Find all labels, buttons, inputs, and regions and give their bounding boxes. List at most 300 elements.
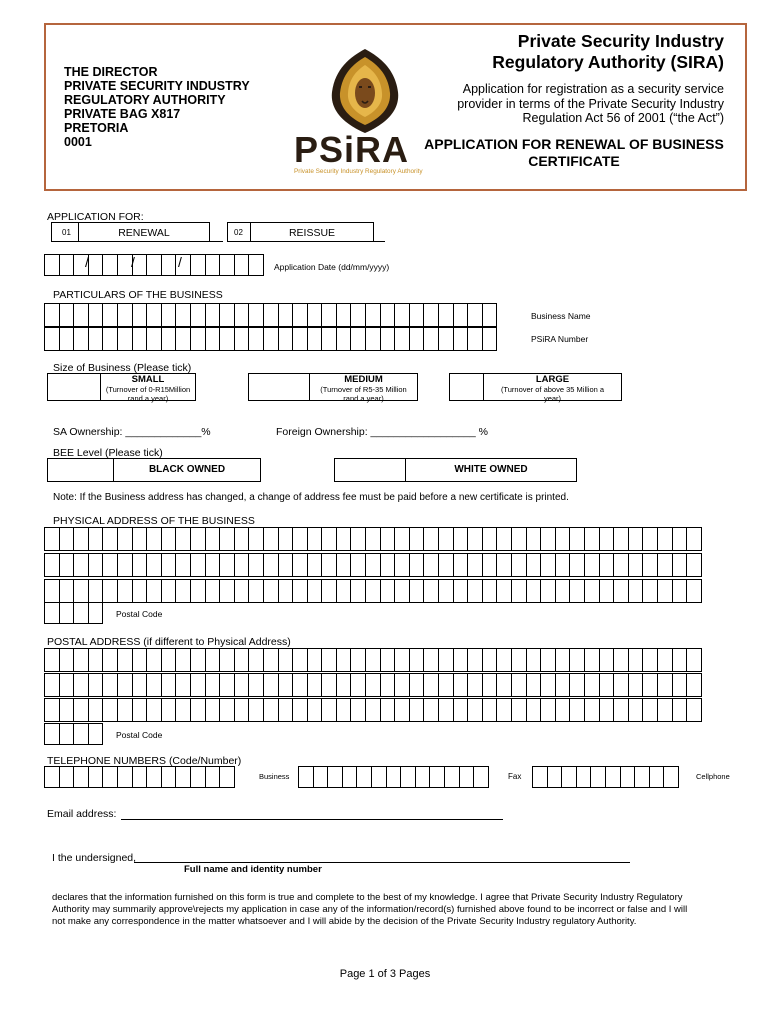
grid-cell[interactable]	[88, 602, 104, 624]
grid-cell[interactable]	[336, 698, 352, 722]
grid-cell[interactable]	[423, 648, 439, 672]
grid-cell[interactable]	[482, 673, 498, 697]
grid-cell[interactable]	[438, 673, 454, 697]
grid-cell[interactable]	[599, 527, 615, 551]
grid-cell[interactable]	[657, 553, 673, 577]
grid-cell[interactable]	[263, 579, 279, 603]
grid-cell[interactable]	[190, 527, 206, 551]
grid-cell[interactable]	[394, 527, 410, 551]
grid-cell[interactable]	[190, 766, 206, 788]
grid-cell[interactable]	[73, 303, 89, 327]
grid-cell[interactable]	[561, 766, 577, 788]
grid-cell[interactable]	[380, 303, 396, 327]
grid-cell[interactable]	[453, 579, 469, 603]
grid-cell[interactable]	[672, 648, 688, 672]
grid-cell[interactable]	[336, 648, 352, 672]
grid-cell[interactable]	[132, 303, 148, 327]
grid-cell[interactable]	[453, 698, 469, 722]
grid-cell[interactable]	[657, 648, 673, 672]
grid-cell[interactable]	[292, 698, 308, 722]
grid-cell[interactable]	[190, 698, 206, 722]
grid-cell[interactable]	[205, 527, 221, 551]
grid-cell[interactable]	[453, 327, 469, 351]
physical-address-row[interactable]	[44, 579, 701, 603]
grid-cell[interactable]	[146, 648, 162, 672]
grid-cell[interactable]	[628, 527, 644, 551]
grid-cell[interactable]	[146, 254, 162, 276]
grid-cell[interactable]	[190, 648, 206, 672]
grid-cell[interactable]	[59, 303, 75, 327]
grid-cell[interactable]	[102, 648, 118, 672]
grid-cell[interactable]	[584, 673, 600, 697]
grid-cell[interactable]	[365, 698, 381, 722]
grid-cell[interactable]	[234, 254, 250, 276]
grid-cell[interactable]	[278, 553, 294, 577]
grid-cell[interactable]	[380, 579, 396, 603]
grid-cell[interactable]	[59, 254, 75, 276]
grid-cell[interactable]	[613, 527, 629, 551]
grid-cell[interactable]	[44, 579, 60, 603]
grid-cell[interactable]	[394, 327, 410, 351]
grid-cell[interactable]	[102, 698, 118, 722]
grid-cell[interactable]	[569, 527, 585, 551]
grid-cell[interactable]	[613, 553, 629, 577]
grid-cell[interactable]	[219, 254, 235, 276]
grid-cell[interactable]	[438, 579, 454, 603]
grid-cell[interactable]	[146, 673, 162, 697]
grid-cell[interactable]	[292, 579, 308, 603]
grid-cell[interactable]	[321, 648, 337, 672]
medium-tick-box[interactable]	[248, 373, 310, 401]
grid-cell[interactable]	[292, 303, 308, 327]
grid-cell[interactable]	[628, 673, 644, 697]
grid-cell[interactable]	[672, 527, 688, 551]
grid-cell[interactable]	[161, 766, 177, 788]
grid-cell[interactable]	[190, 553, 206, 577]
grid-cell[interactable]	[248, 648, 264, 672]
grid-cell[interactable]	[555, 553, 571, 577]
grid-cell[interactable]	[613, 698, 629, 722]
grid-cell[interactable]	[526, 673, 542, 697]
grid-cell[interactable]	[59, 723, 75, 745]
grid-cell[interactable]	[423, 673, 439, 697]
grid-cell[interactable]	[555, 527, 571, 551]
grid-cell[interactable]	[88, 766, 104, 788]
grid-cell[interactable]	[365, 527, 381, 551]
grid-cell[interactable]	[613, 579, 629, 603]
grid-cell[interactable]	[117, 579, 133, 603]
grid-cell[interactable]	[356, 766, 372, 788]
grid-cell[interactable]	[234, 648, 250, 672]
grid-cell[interactable]	[234, 673, 250, 697]
small-tick-box[interactable]	[47, 373, 101, 401]
grid-cell[interactable]	[409, 698, 425, 722]
grid-cell[interactable]	[161, 527, 177, 551]
grid-cell[interactable]	[438, 303, 454, 327]
grid-cell[interactable]	[350, 527, 366, 551]
grid-cell[interactable]	[467, 327, 483, 351]
grid-cell[interactable]	[248, 527, 264, 551]
grid-cell[interactable]	[175, 303, 191, 327]
grid-cell[interactable]	[584, 527, 600, 551]
grid-cell[interactable]	[102, 327, 118, 351]
physical-address-row[interactable]	[44, 553, 701, 577]
grid-cell[interactable]	[613, 648, 629, 672]
grid-cell[interactable]	[459, 766, 475, 788]
grid-cell[interactable]	[146, 303, 162, 327]
grid-cell[interactable]	[161, 579, 177, 603]
grid-cell[interactable]	[117, 648, 133, 672]
grid-cell[interactable]	[73, 327, 89, 351]
grid-cell[interactable]	[205, 254, 221, 276]
grid-cell[interactable]	[350, 648, 366, 672]
grid-cell[interactable]	[365, 579, 381, 603]
grid-cell[interactable]	[44, 254, 60, 276]
grid-cell[interactable]	[88, 553, 104, 577]
grid-cell[interactable]	[590, 766, 606, 788]
postal-address-row[interactable]	[44, 673, 701, 697]
grid-cell[interactable]	[540, 579, 556, 603]
grid-cell[interactable]	[394, 553, 410, 577]
grid-cell[interactable]	[263, 527, 279, 551]
grid-cell[interactable]	[307, 673, 323, 697]
grid-cell[interactable]	[371, 766, 387, 788]
grid-cell[interactable]	[482, 648, 498, 672]
grid-cell[interactable]	[88, 254, 104, 276]
business-name-grid[interactable]	[44, 303, 496, 327]
grid-cell[interactable]	[453, 553, 469, 577]
grid-cell[interactable]	[88, 698, 104, 722]
grid-cell[interactable]	[409, 579, 425, 603]
grid-cell[interactable]	[686, 527, 702, 551]
grid-cell[interactable]	[292, 527, 308, 551]
grid-cell[interactable]	[686, 673, 702, 697]
grid-cell[interactable]	[453, 648, 469, 672]
grid-cell[interactable]	[423, 553, 439, 577]
grid-cell[interactable]	[394, 698, 410, 722]
grid-cell[interactable]	[423, 303, 439, 327]
grid-cell[interactable]	[298, 766, 314, 788]
grid-cell[interactable]	[467, 698, 483, 722]
grid-cell[interactable]	[342, 766, 358, 788]
grid-cell[interactable]	[496, 698, 512, 722]
grid-cell[interactable]	[278, 673, 294, 697]
grid-cell[interactable]	[102, 527, 118, 551]
application-date-grid[interactable]	[44, 254, 263, 276]
grid-cell[interactable]	[394, 579, 410, 603]
grid-cell[interactable]	[59, 327, 75, 351]
grid-cell[interactable]	[248, 673, 264, 697]
grid-cell[interactable]	[88, 527, 104, 551]
grid-cell[interactable]	[44, 327, 60, 351]
fax-grid[interactable]	[298, 766, 488, 788]
grid-cell[interactable]	[175, 553, 191, 577]
grid-cell[interactable]	[438, 527, 454, 551]
grid-cell[interactable]	[686, 553, 702, 577]
grid-cell[interactable]	[132, 648, 148, 672]
grid-cell[interactable]	[350, 698, 366, 722]
grid-cell[interactable]	[628, 698, 644, 722]
grid-cell[interactable]	[88, 579, 104, 603]
grid-cell[interactable]	[526, 527, 542, 551]
large-size-option[interactable]	[483, 373, 622, 401]
grid-cell[interactable]	[59, 698, 75, 722]
grid-cell[interactable]	[511, 553, 527, 577]
grid-cell[interactable]	[161, 648, 177, 672]
grid-cell[interactable]	[73, 648, 89, 672]
grid-cell[interactable]	[511, 698, 527, 722]
grid-cell[interactable]	[569, 698, 585, 722]
grid-cell[interactable]	[496, 673, 512, 697]
grid-cell[interactable]	[102, 673, 118, 697]
grid-cell[interactable]	[219, 698, 235, 722]
grid-cell[interactable]	[73, 579, 89, 603]
business-phone-grid[interactable]	[44, 766, 234, 788]
grid-cell[interactable]	[496, 648, 512, 672]
grid-cell[interactable]	[175, 579, 191, 603]
grid-cell[interactable]	[248, 303, 264, 327]
grid-cell[interactable]	[620, 766, 636, 788]
grid-cell[interactable]	[321, 579, 337, 603]
grid-cell[interactable]	[394, 648, 410, 672]
grid-cell[interactable]	[321, 673, 337, 697]
grid-cell[interactable]	[73, 698, 89, 722]
grid-cell[interactable]	[146, 766, 162, 788]
grid-cell[interactable]	[146, 527, 162, 551]
grid-cell[interactable]	[482, 698, 498, 722]
grid-cell[interactable]	[117, 673, 133, 697]
grid-cell[interactable]	[423, 527, 439, 551]
grid-cell[interactable]	[380, 673, 396, 697]
grid-cell[interactable]	[438, 553, 454, 577]
grid-cell[interactable]	[59, 648, 75, 672]
grid-cell[interactable]	[292, 648, 308, 672]
grid-cell[interactable]	[278, 648, 294, 672]
grid-cell[interactable]	[336, 327, 352, 351]
grid-cell[interactable]	[663, 766, 679, 788]
grid-cell[interactable]	[248, 327, 264, 351]
grid-cell[interactable]	[511, 527, 527, 551]
grid-cell[interactable]	[423, 327, 439, 351]
grid-cell[interactable]	[327, 766, 343, 788]
grid-cell[interactable]	[605, 766, 621, 788]
grid-cell[interactable]	[248, 698, 264, 722]
grid-cell[interactable]	[146, 553, 162, 577]
grid-cell[interactable]	[365, 553, 381, 577]
grid-cell[interactable]	[321, 698, 337, 722]
grid-cell[interactable]	[292, 553, 308, 577]
grid-cell[interactable]	[205, 673, 221, 697]
grid-cell[interactable]	[576, 766, 592, 788]
grid-cell[interactable]	[219, 673, 235, 697]
grid-cell[interactable]	[59, 527, 75, 551]
grid-cell[interactable]	[205, 648, 221, 672]
grid-cell[interactable]	[175, 527, 191, 551]
grid-cell[interactable]	[161, 673, 177, 697]
grid-cell[interactable]	[350, 553, 366, 577]
grid-cell[interactable]	[59, 766, 75, 788]
grid-cell[interactable]	[190, 579, 206, 603]
grid-cell[interactable]	[132, 673, 148, 697]
grid-cell[interactable]	[380, 527, 396, 551]
grid-cell[interactable]	[415, 766, 431, 788]
grid-cell[interactable]	[482, 527, 498, 551]
grid-cell[interactable]	[473, 766, 489, 788]
grid-cell[interactable]	[394, 303, 410, 327]
renewal-option[interactable]: RENEWAL	[78, 222, 210, 242]
grid-cell[interactable]	[205, 766, 221, 788]
grid-cell[interactable]	[263, 648, 279, 672]
grid-cell[interactable]	[132, 553, 148, 577]
grid-cell[interactable]	[278, 579, 294, 603]
grid-cell[interactable]	[409, 527, 425, 551]
grid-cell[interactable]	[540, 648, 556, 672]
physical-address-row[interactable]	[44, 527, 701, 551]
grid-cell[interactable]	[409, 553, 425, 577]
postal-postal-code-grid[interactable]	[44, 723, 102, 745]
grid-cell[interactable]	[190, 327, 206, 351]
sa-ownership-field[interactable]: SA Ownership: _____________%	[53, 426, 211, 438]
grid-cell[interactable]	[132, 579, 148, 603]
grid-cell[interactable]	[400, 766, 416, 788]
grid-cell[interactable]	[161, 327, 177, 351]
cellphone-grid[interactable]	[532, 766, 678, 788]
grid-cell[interactable]	[234, 327, 250, 351]
grid-cell[interactable]	[540, 673, 556, 697]
psira-number-grid[interactable]	[44, 327, 496, 351]
grid-cell[interactable]	[672, 698, 688, 722]
postal-address-row[interactable]	[44, 698, 701, 722]
grid-cell[interactable]	[336, 303, 352, 327]
grid-cell[interactable]	[350, 579, 366, 603]
grid-cell[interactable]	[686, 648, 702, 672]
black-owned-option[interactable]: BLACK OWNED	[113, 458, 261, 482]
grid-cell[interactable]	[175, 648, 191, 672]
grid-cell[interactable]	[73, 766, 89, 788]
grid-cell[interactable]	[146, 579, 162, 603]
grid-cell[interactable]	[555, 673, 571, 697]
grid-cell[interactable]	[482, 553, 498, 577]
grid-cell[interactable]	[219, 553, 235, 577]
grid-cell[interactable]	[59, 553, 75, 577]
grid-cell[interactable]	[380, 648, 396, 672]
grid-cell[interactable]	[569, 553, 585, 577]
grid-cell[interactable]	[584, 553, 600, 577]
medium-size-option[interactable]	[309, 373, 418, 401]
grid-cell[interactable]	[102, 766, 118, 788]
black-owned-tick-box[interactable]	[47, 458, 114, 482]
grid-cell[interactable]	[132, 527, 148, 551]
grid-cell[interactable]	[628, 579, 644, 603]
grid-cell[interactable]	[44, 553, 60, 577]
email-input[interactable]	[121, 819, 503, 820]
grid-cell[interactable]	[102, 254, 118, 276]
grid-cell[interactable]	[365, 648, 381, 672]
grid-cell[interactable]	[642, 579, 658, 603]
grid-cell[interactable]	[613, 673, 629, 697]
grid-cell[interactable]	[599, 673, 615, 697]
grid-cell[interactable]	[526, 698, 542, 722]
grid-cell[interactable]	[599, 579, 615, 603]
grid-cell[interactable]	[307, 579, 323, 603]
grid-cell[interactable]	[467, 553, 483, 577]
white-owned-option[interactable]: WHITE OWNED	[405, 458, 577, 482]
grid-cell[interactable]	[511, 579, 527, 603]
grid-cell[interactable]	[482, 579, 498, 603]
grid-cell[interactable]	[386, 766, 402, 788]
grid-cell[interactable]	[350, 303, 366, 327]
reissue-option[interactable]: REISSUE	[250, 222, 374, 242]
grid-cell[interactable]	[59, 602, 75, 624]
grid-cell[interactable]	[540, 698, 556, 722]
grid-cell[interactable]	[540, 553, 556, 577]
grid-cell[interactable]	[175, 673, 191, 697]
grid-cell[interactable]	[263, 673, 279, 697]
grid-cell[interactable]	[423, 579, 439, 603]
grid-cell[interactable]	[321, 553, 337, 577]
grid-cell[interactable]	[438, 648, 454, 672]
grid-cell[interactable]	[278, 327, 294, 351]
grid-cell[interactable]	[409, 673, 425, 697]
grid-cell[interactable]	[73, 602, 89, 624]
grid-cell[interactable]	[161, 303, 177, 327]
grid-cell[interactable]	[380, 327, 396, 351]
postal-address-row[interactable]	[44, 648, 701, 672]
grid-cell[interactable]	[584, 648, 600, 672]
grid-cell[interactable]	[307, 698, 323, 722]
grid-cell[interactable]	[292, 327, 308, 351]
grid-cell[interactable]	[321, 303, 337, 327]
grid-cell[interactable]	[555, 698, 571, 722]
grid-cell[interactable]	[234, 698, 250, 722]
grid-cell[interactable]	[307, 527, 323, 551]
grid-cell[interactable]	[511, 648, 527, 672]
grid-cell[interactable]	[146, 698, 162, 722]
grid-cell[interactable]	[102, 579, 118, 603]
grid-cell[interactable]	[234, 553, 250, 577]
grid-cell[interactable]	[117, 766, 133, 788]
grid-cell[interactable]	[307, 303, 323, 327]
grid-cell[interactable]	[453, 527, 469, 551]
grid-cell[interactable]	[248, 579, 264, 603]
grid-cell[interactable]	[555, 579, 571, 603]
grid-cell[interactable]	[44, 527, 60, 551]
grid-cell[interactable]	[44, 698, 60, 722]
grid-cell[interactable]	[161, 254, 177, 276]
grid-cell[interactable]	[467, 579, 483, 603]
grid-cell[interactable]	[496, 527, 512, 551]
grid-cell[interactable]	[599, 553, 615, 577]
grid-cell[interactable]	[409, 303, 425, 327]
grid-cell[interactable]	[336, 527, 352, 551]
grid-cell[interactable]	[248, 254, 264, 276]
grid-cell[interactable]	[205, 327, 221, 351]
grid-cell[interactable]	[526, 648, 542, 672]
grid-cell[interactable]	[569, 673, 585, 697]
grid-cell[interactable]	[205, 579, 221, 603]
grid-cell[interactable]	[205, 553, 221, 577]
grid-cell[interactable]	[278, 527, 294, 551]
grid-cell[interactable]	[73, 553, 89, 577]
grid-cell[interactable]	[657, 673, 673, 697]
grid-cell[interactable]	[132, 327, 148, 351]
grid-cell[interactable]	[219, 327, 235, 351]
grid-cell[interactable]	[307, 648, 323, 672]
grid-cell[interactable]	[336, 553, 352, 577]
grid-cell[interactable]	[278, 303, 294, 327]
grid-cell[interactable]	[263, 553, 279, 577]
grid-cell[interactable]	[321, 527, 337, 551]
